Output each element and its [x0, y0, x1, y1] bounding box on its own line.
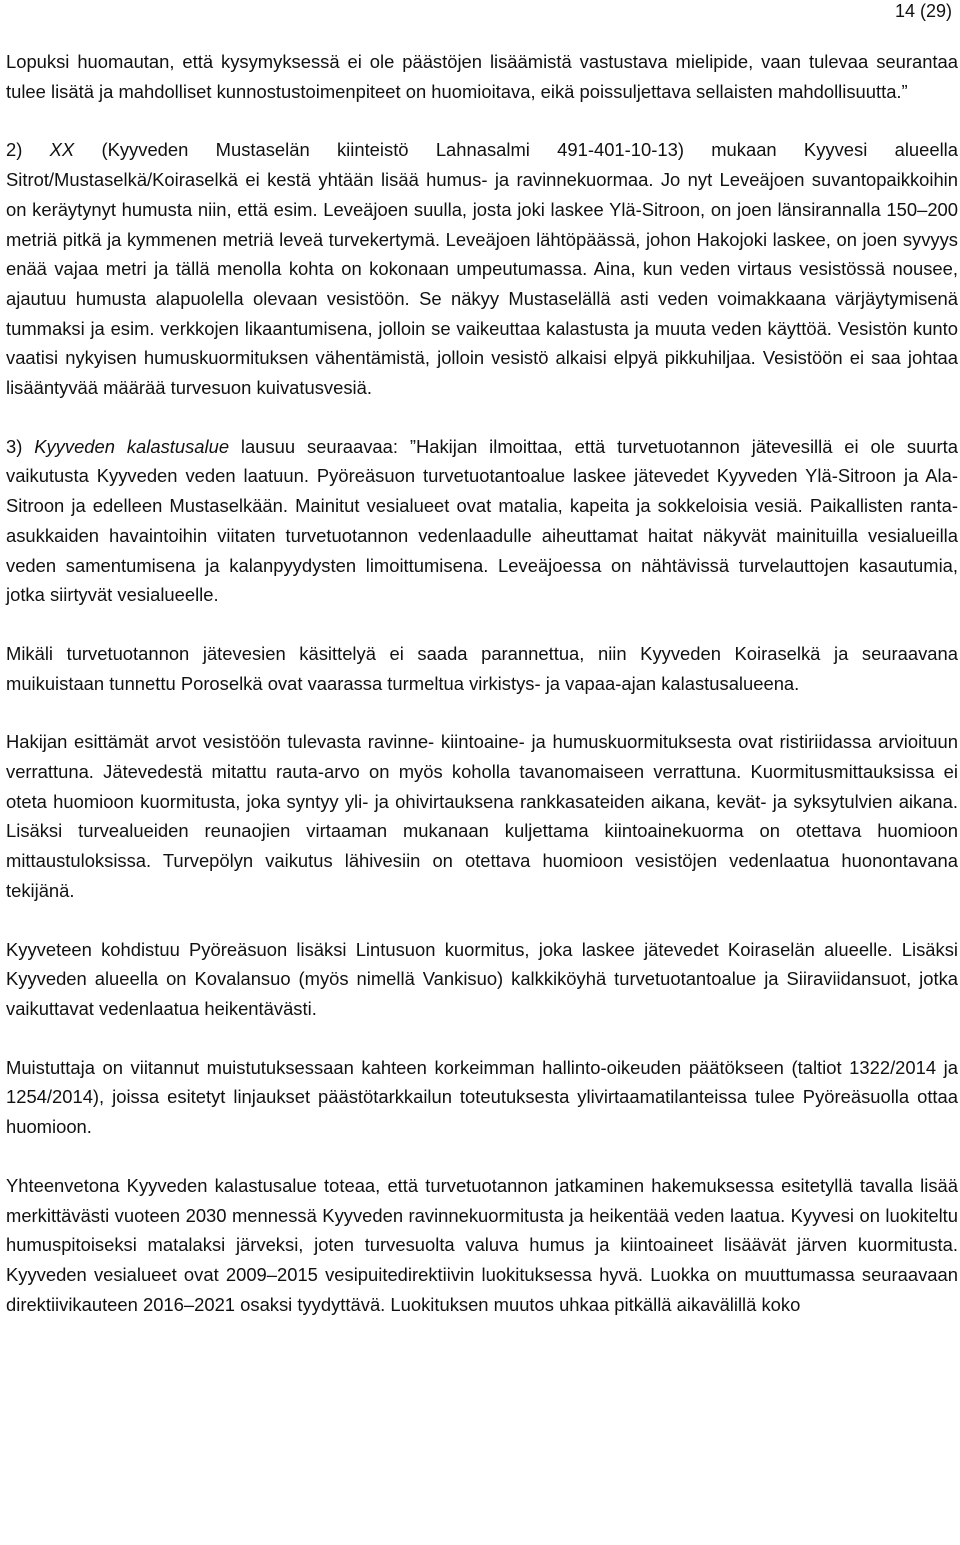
paragraph-summary: Yhteenvetona Kyyveden kalastusalue toteaa, että turvetuotannon jatkaminen hakemuksessa esitetyllä tavalla lisää merkittävästi vuoteen 2030 mennessä Kyyveden ravinnekuormitusta ja heikentää veden laatua. Kyyvesi on luokiteltu humuspitoiseksi matalaksi järveksi, joten turvesuolta valuva humus ja kiintoaineet lisäävät järven kuormitusta. Kyyveden vesialueet ovat 2009‒2015 vesipuitedirektiivin luokituksessa hyvä. Luokka on muuttumassa seuraavaan direktiivikauteen 2016‒2021 osaksi tyydyttävä. Luokituksen muutos uhkaa pitkällä aikavälillä koko — [6, 1174, 958, 1315]
statement-text: (Kyyveden Mustaselän kiinteistö Lahnasalmi 491-401-10-13) mukaan Kyyvesi alueella Sitrot/Mustaselkä/Koiraselkä ei kestä yhtään lisää humus- ja ravinnekuormaa. Jo nyt Leveäjoen suvantopaikkoihin on keräytynyt humusta niin, että esim. Leveäjoen suulla, josta joki laskee Ylä-Sitroon, on joen länsirannalla 150‒200 metriä pitkä ja kymmenen metriä leveä turvekertymä. Leveäjoen lähtöpäässä, johon Hakojoki laskee, on joen syvyys enää vajaa metri ja tällä menolla kohta on kokonaan umpeutumassa. Aina, kun veden virtaus vesistössä nousee, ajautuu humusta alapuolella olevaan vesistöön. Se näkyy Mustaselällä asti veden voimakkaana värjäytymisenä tummaksi ja esim. verkkojen likaantumisena, jolloin se vaikeuttaa kalastusta ja muuta veden käyttöä. Vesistön kunto vaatisi nykyisen humuskuormituksen vähentämistä, jolloin vesistö alkaisi elpyä pikkuhiljaa. Vesistöön ei saa johtaa lisääntyvää määrää turvesuon kuivatusvesiä. — [6, 139, 958, 399]
paragraph-court-decisions: Muistuttaja on viitannut muistutuksessaan kahteen korkeimman hallinto-oikeuden päätökseen (taltiot 1322/2014 ja 1254/2014), joissa esitetyt linjaukset päästötarkkailun toteutuksesta ylivirtaamatilanteissa tulee Pyöreäsuolla ottaa huomioon. — [6, 1056, 958, 1138]
statement-author: XX — [49, 139, 75, 161]
page-number: 14 (29) — [894, 1, 952, 21]
paragraph-applicant-values: Hakijan esittämät arvot vesistöön tulevasta ravinne- kiintoaine- ja humuskuormituksesta ovat ristiriidassa arvioituun verrattuna. Jätevedestä mitattu rauta-arvo on myös koholla tavanomaiseen verrattuna. Kuormitusmittauksissa ei oteta huomioon kuormitusta, joka syntyy yli- ja ohivirtauksena rankkasateiden aikana, kevät- ja syksytulvien aikana. Lisäksi turvealueiden reunaojien virtaaman mukanaan kuljettama kiintoainekuorma on otettava huomioon mittaustuloksissa. Turvepölyn vaikutus lähivesiin on otettava huomioon vesistöjen vedenlaatua huonontavana tekijänä. — [6, 731, 958, 901]
statement-number: 2) — [6, 139, 50, 161]
document-body — [6, 47, 958, 1319]
paragraph-wastewater-treatment: Mikäli turvetuotannon jätevesien käsittelyä ei saada parannettua, niin Kyyveden Koiraselkä ja seuraavana muikuistaan tunnettu Poroselkä ovat vaarassa turmeltua virkistys- ja vapaa-ajan kalastusalueena. — [6, 642, 958, 694]
paragraph-conclusion: Lopuksi huomautan, että kysymyksessä ei ole päästöjen lisäämistä vastustava mielipide, vaan tulevaa seurantaa tulee lisätä ja mahdolliset kunnostustoimenpiteet on huomioitava, eikä poissuljettava sellaisten mahdollisuutta.” — [6, 51, 958, 102]
statement-number: 3) — [6, 435, 35, 457]
paragraph-other-loads: Kyyveteen kohdistuu Pyöreäsuon lisäksi Lintusuon kuormitus, joka laskee jätevedet Koiraselän alueelle. Lisäksi Kyyveden alueella on Kovalansuo (myös nimellä Vankisuo) kalkkiköyhä turvetuotantoalue ja Siiraviidansuot, jotka vaikuttavat vedenlaatua heikentävästi. — [6, 938, 958, 1019]
statement-text: lausuu seuraavaa: ”Hakijan ilmoittaa, että turvetuotannon jätevesillä ei ole suurta vaikutusta Kyyveden veden laatuun. Pyöreäsuon turvetuotantoalue laskee jätevedet Kyyveden Ylä-Sitroon ja Ala-Sitroon ja edelleen Mustaselkään. Mainitut vesialueet ovat matalia, kapeita ja sokkeloisia vesiä. Paikallisten ranta-asukkaiden havaintoihin viitaten turvetuotannon vedenlaadulle aiheuttamat haitat näkyvät mainituilla vesialueilla veden samentumisena ja kalanpyydysten limoittumisena. Leveäjoessa on nähtävissä turvelauttojen kasautumia, jotka siirtyvät vesialueelle. — [6, 435, 958, 606]
paragraph-statement-2 — [6, 135, 958, 402]
paragraph-statement-3 — [6, 432, 958, 610]
statement-author: Kyyveden kalastusalue — [34, 435, 230, 457]
